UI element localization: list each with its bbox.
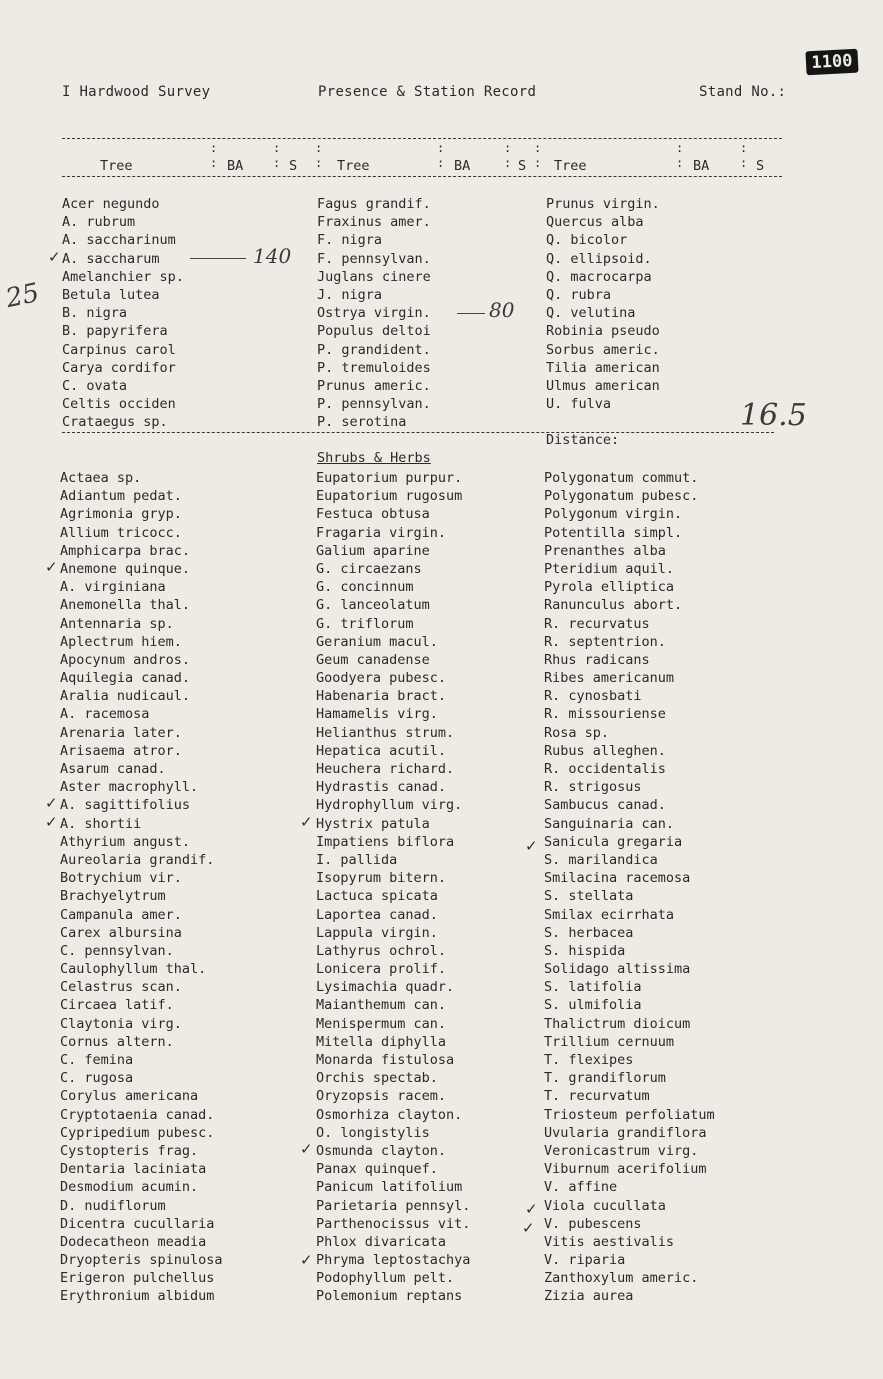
distance-label: Distance: (546, 432, 620, 448)
herb-species: Zanthoxylum americ. (544, 1270, 699, 1287)
tree-species: Ostrya virgin. (317, 305, 431, 322)
herb-species: A. racemosa (60, 706, 150, 723)
herb-species: Pyrola elliptica (544, 579, 675, 596)
check-mark-icon: ✓ (300, 813, 313, 831)
herb-species: Celastrus scan. (60, 979, 182, 996)
tree-species: Q. macrocarpa (546, 268, 652, 285)
herb-species: Smilacina racemosa (544, 870, 691, 887)
herb-species: Allium tricocc. (60, 524, 182, 541)
tree-species: Q. velutina (546, 305, 636, 322)
table-header-rule (62, 176, 782, 177)
herb-species: Circaea latif. (60, 997, 174, 1014)
herb-species: Hydrastis canad. (316, 779, 447, 796)
herb-species: Dicentra cucullaria (60, 1215, 215, 1232)
tree-species: F. nigra (317, 232, 383, 249)
herb-species: Arenaria later. (60, 724, 182, 741)
herb-species: Dentaria laciniata (60, 1161, 207, 1178)
tree-species: Acer negundo (62, 196, 160, 212)
tree-species: P. tremuloides (317, 359, 431, 376)
herb-species: Eupatorium purpur. (316, 470, 463, 486)
herb-species: Carex albursina (60, 924, 182, 941)
herb-species: Cystopteris frag. (60, 1142, 199, 1159)
shrubs-herbs-title: Shrubs & Herbs (317, 450, 431, 466)
tree-species: Prunus americ. (317, 377, 431, 394)
col-header-tree-2: Tree (337, 158, 370, 174)
herb-species: Polygonum virgin. (544, 506, 683, 523)
herb-species: Laportea canad. (316, 906, 438, 923)
herb-species: Brachyelytrum (60, 888, 166, 905)
herb-species: Actaea sp. (60, 470, 142, 486)
herb-species: Cryptotaenia canad. (60, 1106, 215, 1123)
tree-species: Fraxinus amer. (317, 214, 431, 231)
herb-species: Parthenocissus vit. (316, 1215, 471, 1232)
herb-list-col3 (544, 469, 715, 1306)
herb-species: S. ulmifolia (544, 997, 642, 1014)
tree-species: J. nigra (317, 286, 383, 303)
column-separator: : (210, 141, 218, 155)
record-title: Presence & Station Record (318, 84, 537, 100)
herb-species: Vitis aestivalis (544, 1233, 675, 1250)
stand-number-stamp: 1100 (805, 49, 858, 76)
herb-species: Botrychium vir. (60, 870, 182, 887)
herb-species: Geranium macul. (316, 633, 438, 650)
herb-species: Hydrophyllum virg. (316, 797, 463, 814)
check-mark-icon: ✓ (525, 1200, 538, 1218)
herb-species: R. septentrion. (544, 633, 666, 650)
tree-species: P. pennsylvan. (317, 396, 431, 413)
herb-species: Erigeron pulchellus (60, 1270, 215, 1287)
tree-list-col2 (317, 195, 431, 431)
herb-species: Orchis spectab. (316, 1070, 438, 1087)
tree-species: Q. ellipsoid. (546, 250, 652, 267)
tree-species: Juglans cinere (317, 268, 431, 285)
herb-species: Veronicastrum virg. (544, 1142, 699, 1159)
herb-species: Arisaema atror. (60, 742, 182, 759)
herb-species: Menispermum can. (316, 1015, 447, 1032)
check-mark-icon: ✓ (525, 837, 538, 855)
herb-species: Solidago altissima (544, 961, 691, 978)
check-mark-icon: ✓ (48, 248, 61, 266)
herb-species: Mitella diphylla (316, 1033, 447, 1050)
herb-species: Cornus altern. (60, 1033, 174, 1050)
herb-species: Asarum canad. (60, 761, 166, 777)
herb-species: C. rugosa (60, 1070, 134, 1087)
herb-species: Podophyllum pelt. (316, 1270, 455, 1287)
herb-species: R. missouriense (544, 706, 666, 723)
tree-species: A. rubrum (62, 214, 136, 231)
herb-species: Erythronium albidum (60, 1288, 215, 1305)
herb-species: Monarda fistulosa (316, 1052, 455, 1068)
herb-species: Aplectrum hiem. (60, 633, 182, 650)
herb-species: Cypripedium pubesc. (60, 1124, 215, 1141)
col-header-tree-3: Tree (554, 158, 587, 174)
herb-species: Uvularia grandiflora (544, 1124, 707, 1141)
column-separator: : (504, 141, 512, 155)
tree-species: Tilia american (546, 359, 660, 376)
column-separator: : (315, 156, 323, 170)
tree-species: Amelanchier sp. (62, 268, 184, 285)
herb-species: Smilax ecirrhata (544, 906, 675, 923)
herb-species: Amphicarpa brac. (60, 542, 191, 559)
herb-species: Hepatica acutil. (316, 742, 447, 759)
herb-species: Lathyrus ochrol. (316, 942, 447, 959)
herb-species: Fragaria virgin. (316, 524, 447, 541)
herb-species: Trillium cernuum (544, 1033, 675, 1050)
col-header-ba-1: BA (227, 158, 244, 174)
check-mark-icon: ✓ (45, 813, 58, 831)
hand-line-80 (457, 313, 485, 314)
herb-species: G. triflorum (316, 615, 414, 632)
herb-species: Ribes americanum (544, 670, 675, 687)
herb-species: Campanula amer. (60, 906, 182, 923)
hand-line-140 (190, 258, 246, 259)
herb-species: Prenanthes alba (544, 542, 666, 559)
herb-species: Oryzopsis racem. (316, 1088, 447, 1105)
check-mark-icon: ✓ (45, 558, 58, 576)
herb-species: Helianthus strum. (316, 724, 455, 741)
herb-species: S. herbacea (544, 924, 634, 941)
herb-species: V. pubescens (544, 1215, 642, 1232)
herb-species: D. nudiflorum (60, 1197, 166, 1214)
herb-species: Viola cucullata (544, 1197, 666, 1214)
herb-species: Rhus radicans (544, 651, 650, 668)
tree-species: Q. bicolor (546, 232, 628, 249)
herb-species: Sanicula gregaria (544, 833, 683, 850)
check-mark-icon: ✓ (522, 1219, 535, 1237)
tree-species: B. papyrifera (62, 323, 168, 340)
herb-species: Hystrix patula (316, 815, 430, 832)
trees-end-rule (62, 432, 774, 433)
herb-species: S. latifolia (544, 979, 642, 996)
tree-species: Quercus alba (546, 214, 644, 231)
col-header-s-3: S (756, 158, 765, 174)
column-separator: : (315, 141, 323, 155)
herb-species: Lappula virgin. (316, 924, 438, 941)
herb-species: Phlox divaricata (316, 1233, 447, 1250)
column-separator: : (534, 141, 542, 155)
col-header-ba-2: BA (454, 158, 471, 174)
column-separator: : (504, 156, 512, 170)
herb-species: Thalictrum dioicum (544, 1015, 691, 1032)
herb-species: Aralia nudicaul. (60, 688, 191, 705)
herb-species: Zizia aurea (544, 1288, 634, 1305)
herb-species: Maianthemum can. (316, 997, 447, 1014)
herb-species: C. pennsylvan. (60, 942, 174, 959)
herb-species: Dryopteris spinulosa (60, 1252, 223, 1269)
column-separator: : (534, 156, 542, 170)
herb-species: Phryma leptostachya (316, 1252, 471, 1269)
herb-species: Goodyera pubesc. (316, 670, 447, 687)
tree-list-col3 (546, 195, 660, 413)
check-mark-icon: ✓ (300, 1251, 313, 1269)
herb-species: I. pallida (316, 851, 398, 868)
herb-species: Geum canadense (316, 651, 430, 668)
column-separator: : (210, 156, 218, 170)
tree-species: Populus deltoi (317, 323, 431, 340)
herb-species: Polygonatum pubesc. (544, 488, 699, 505)
herb-species: Adiantum pedat. (60, 488, 182, 505)
herb-species: Claytonia virg. (60, 1015, 182, 1032)
hand-note-140: 140 (253, 244, 292, 268)
tree-species: Fagus grandif. (317, 196, 431, 212)
herb-species: Viburnum acerifolium (544, 1161, 707, 1178)
herb-species: Panax quinquef. (316, 1161, 438, 1178)
tree-species: Carya cordifor (62, 359, 176, 376)
herb-list-col1 (60, 469, 223, 1306)
herb-species: Sambucus canad. (544, 797, 666, 814)
herb-species: Antennaria sp. (60, 615, 174, 632)
check-mark-icon: ✓ (300, 1140, 313, 1158)
herb-list-col2 (316, 469, 470, 1306)
herb-species: Corylus americana (60, 1088, 199, 1105)
column-separator: : (273, 141, 281, 155)
herb-species: Agrimonia gryp. (60, 506, 182, 523)
column-separator: : (273, 156, 281, 170)
herb-species: R. occidentalis (544, 761, 666, 777)
table-top-rule (62, 138, 782, 139)
herb-species: Osmorhiza clayton. (316, 1106, 463, 1123)
herb-species: Eupatorium rugosum (316, 488, 463, 505)
herb-species: Habenaria bract. (316, 688, 447, 705)
tree-species: P. grandident. (317, 341, 431, 358)
herb-species: Lysimachia quadr. (316, 979, 455, 996)
herb-species: Aquilegia canad. (60, 670, 191, 687)
herb-species: Festuca obtusa (316, 506, 430, 523)
herb-species: T. flexipes (544, 1052, 634, 1068)
herb-species: R. recurvatus (544, 615, 650, 632)
herb-species: Isopyrum bitern. (316, 870, 447, 887)
tree-species: U. fulva (546, 396, 612, 413)
hand-note-80: 80 (489, 298, 515, 322)
survey-title: I Hardwood Survey (62, 84, 211, 100)
herb-species: Galium aparine (316, 542, 430, 559)
herb-species: V. affine (544, 1179, 618, 1196)
col-header-tree-1: Tree (100, 158, 133, 174)
herb-species: S. marilandica (544, 851, 658, 868)
herb-species: Aster macrophyll. (60, 779, 199, 796)
tree-species: Ulmus american (546, 377, 660, 394)
col-header-s-2: S (518, 158, 527, 174)
stand-number-label: Stand No.: (699, 84, 787, 100)
herb-species: Anemonella thal. (60, 597, 191, 614)
herb-species: G. concinnum (316, 579, 414, 596)
column-separator: : (437, 141, 445, 155)
tree-species: Crataegus sp. (62, 414, 168, 431)
tree-species: Celtis occiden (62, 396, 176, 413)
herb-species: S. hispida (544, 942, 626, 959)
herb-species: R. strigosus (544, 779, 642, 796)
herb-species: Athyrium angust. (60, 833, 191, 850)
herb-species: Hamamelis virg. (316, 706, 438, 723)
herb-species: T. grandiflorum (544, 1070, 666, 1087)
column-separator: : (740, 141, 748, 155)
herb-species: Polemonium reptans (316, 1288, 463, 1305)
herb-species: Polygonatum commut. (544, 470, 699, 486)
herb-species: Lactuca spicata (316, 888, 438, 905)
tree-species: Sorbus americ. (546, 341, 660, 358)
tree-species: P. serotina (317, 414, 407, 431)
herb-species: Triosteum perfoliatum (544, 1106, 715, 1123)
hand-note-25: 25 (3, 277, 42, 315)
herb-species: Potentilla simpl. (544, 524, 683, 541)
tree-list-col1 (62, 195, 184, 431)
col-header-ba-3: BA (693, 158, 710, 174)
herb-species: Impatiens biflora (316, 833, 455, 850)
herb-species: Desmodium acumin. (60, 1179, 199, 1196)
herb-species: Rubus alleghen. (544, 742, 666, 759)
herb-species: A. virginiana (60, 579, 166, 596)
herb-species: Osmunda clayton. (316, 1142, 447, 1159)
herb-species: S. stellata (544, 888, 634, 905)
tree-species: B. nigra (62, 305, 128, 322)
herb-species: Ranunculus abort. (544, 597, 683, 614)
herb-species: Anemone quinque. (60, 560, 191, 577)
herb-species: G. circaezans (316, 560, 422, 577)
column-separator: : (676, 156, 684, 170)
herb-species: Dodecatheon meadia (60, 1233, 207, 1250)
herb-species: Aureolaria grandif. (60, 851, 215, 868)
herb-species: R. cynosbati (544, 688, 642, 705)
tree-species: A. saccharum (62, 250, 160, 267)
tree-species: Prunus virgin. (546, 196, 660, 212)
hand-note-16-5: 16.5 (740, 398, 807, 433)
check-mark-icon: ✓ (45, 794, 58, 812)
herb-species: Pteridium aquil. (544, 560, 675, 577)
herb-species: Caulophyllum thal. (60, 961, 207, 978)
herb-species: T. recurvatum (544, 1088, 650, 1105)
herb-species: A. sagittifolius (60, 797, 191, 814)
herb-species: A. shortii (60, 815, 142, 832)
tree-species: Q. rubra (546, 286, 612, 303)
tree-species: Carpinus carol (62, 341, 176, 358)
herb-species: Panicum latifolium (316, 1179, 463, 1196)
column-separator: : (740, 156, 748, 170)
herb-species: Sanguinaria can. (544, 815, 675, 832)
herb-species: G. lanceolatum (316, 597, 430, 614)
tree-species: F. pennsylvan. (317, 250, 431, 267)
tree-species: Robinia pseudo (546, 323, 660, 340)
column-separator: : (676, 141, 684, 155)
herb-species: V. riparia (544, 1252, 626, 1269)
column-separator: : (437, 156, 445, 170)
col-header-s-1: S (289, 158, 298, 174)
tree-species: C. ovata (62, 377, 128, 394)
herb-species: Lonicera prolif. (316, 961, 447, 978)
herb-species: O. longistylis (316, 1124, 430, 1141)
tree-species: Betula lutea (62, 286, 160, 303)
tree-species: A. saccharinum (62, 232, 176, 249)
herb-species: Heuchera richard. (316, 761, 455, 777)
herb-species: Apocynum andros. (60, 651, 191, 668)
herb-species: C. femina (60, 1052, 134, 1068)
herb-species: Rosa sp. (544, 724, 610, 741)
herb-species: Parietaria pennsyl. (316, 1197, 471, 1214)
